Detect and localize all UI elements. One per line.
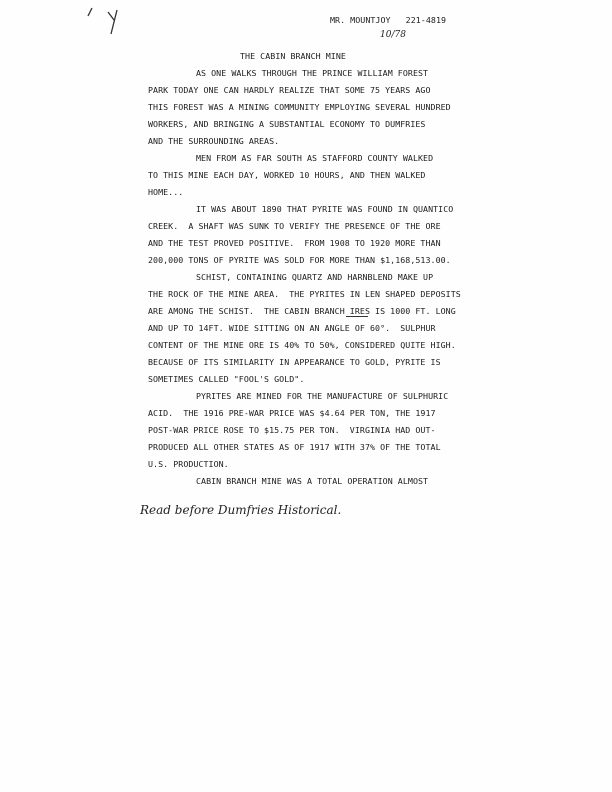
- text-line: 200,000 TONS OF PYRITE WAS SOLD FOR MORE THAN $1,168,513.00.: [148, 255, 451, 265]
- text-line: SOMETIMES CALLED "FOOL'S GOLD".: [148, 374, 305, 384]
- text-line: ARE AMONG THE SCHIST. THE CABIN BRANCH IRES IS 1000 FT. LONG: [148, 306, 456, 316]
- checkmark-icon: [84, 6, 128, 36]
- text-line: TO THIS MINE EACH DAY, WORKED 10 HOURS, AND THEN WALKED: [148, 170, 426, 180]
- text-line: PRODUCED ALL OTHER STATES AS OF 1917 WITH 37% OF THE TOTAL: [148, 442, 441, 452]
- text-line: AS ONE WALKS THROUGH THE PRINCE WILLIAM FOREST: [196, 68, 429, 78]
- text-line: AND THE SURROUNDING AREAS.: [148, 136, 280, 146]
- handwritten-date: 10/78: [380, 30, 406, 40]
- text-line: HOME...: [148, 187, 184, 197]
- handwritten-note: Read before Dumfries Historical.: [140, 503, 342, 517]
- text-line: WORKERS, AND BRINGING A SUBSTANTIAL ECONOMY TO DUMFRIES: [148, 119, 426, 129]
- text-line: U.S. PRODUCTION.: [148, 459, 229, 469]
- text-line: ACID. THE 1916 PRE-WAR PRICE WAS $4.64 PER TON, THE 1917: [148, 408, 436, 418]
- text-line: PARK TODAY ONE CAN HARDLY REALIZE THAT SOME 75 YEARS AGO: [148, 85, 431, 95]
- text-line: THE ROCK OF THE MINE AREA. THE PYRITES IN LEN SHAPED DEPOSITS: [148, 289, 461, 299]
- text-line: SCHIST, CONTAINING QUARTZ AND HARNBLEND MAKE UP: [196, 272, 434, 282]
- text-line: AND UP TO 14FT. WIDE SITTING ON AN ANGLE OF 60°. SULPHUR: [148, 323, 436, 333]
- text-line: MEN FROM AS FAR SOUTH AS STAFFORD COUNTY WALKED: [196, 153, 434, 163]
- document-title: THE CABIN BRANCH MINE: [240, 51, 346, 61]
- text-line: POST-WAR PRICE ROSE TO $15.75 PER TON. VIRGINIA HAD OUT-: [148, 425, 436, 435]
- text-line: BECAUSE OF ITS SIMILARITY IN APPEARANCE TO GOLD, PYRITE IS: [148, 357, 441, 367]
- text-line: CREEK. A SHAFT WAS SUNK TO VERIFY THE PRESENCE OF THE ORE: [148, 221, 441, 231]
- text-line: CONTENT OF THE MINE ORE IS 40% TO 50%, CONSIDERED QUITE HIGH.: [148, 340, 456, 350]
- text-line: CABIN BRANCH MINE WAS A TOTAL OPERATION ALMOST: [196, 476, 429, 486]
- underline-mark: [346, 316, 368, 317]
- text-line: AND THE TEST PROVED POSITIVE. FROM 1908 TO 1920 MORE THAN: [148, 238, 441, 248]
- text-line: IT WAS ABOUT 1890 THAT PYRITE WAS FOUND IN QUANTICO: [196, 204, 454, 214]
- text-line: PYRITES ARE MINED FOR THE MANUFACTURE OF SULPHURIC: [196, 391, 449, 401]
- text-line: THIS FOREST WAS A MINING COMMUNITY EMPLOYING SEVERAL HUNDRED: [148, 102, 451, 112]
- header-name-phone: MR. MOUNTJOY 221-4819: [330, 15, 447, 25]
